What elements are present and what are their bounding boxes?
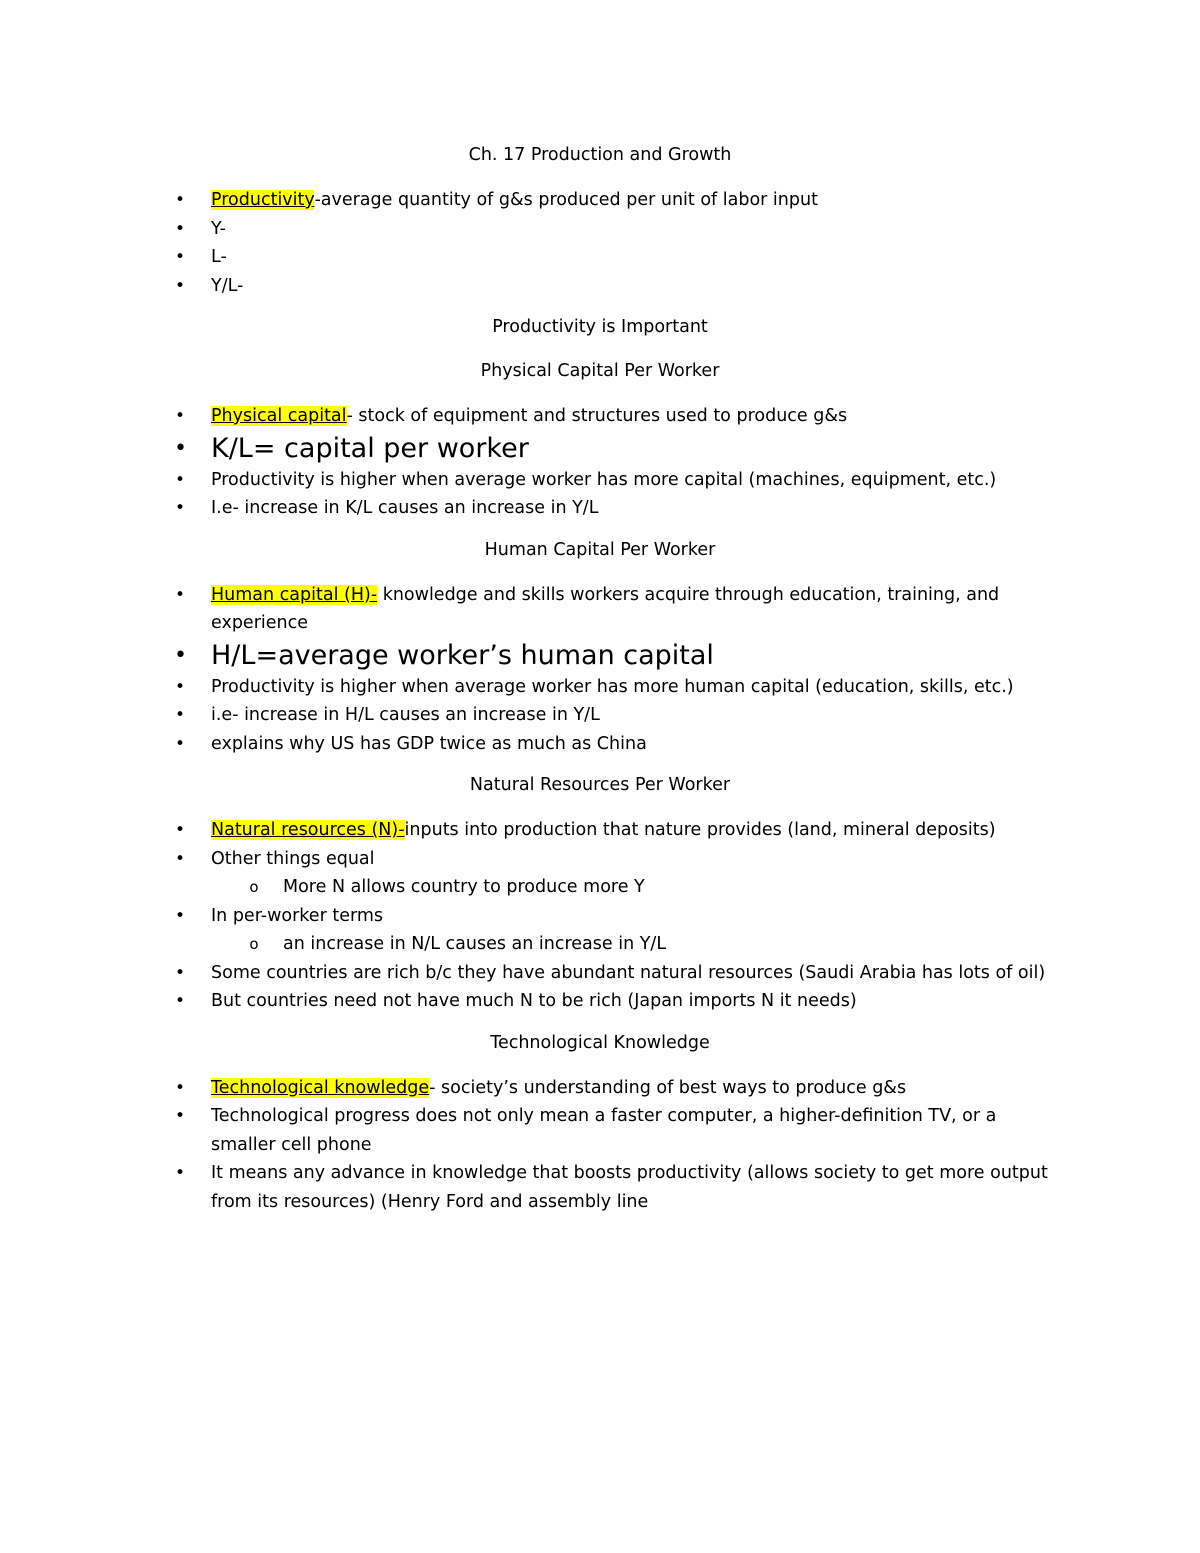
natural-resources-list [0, 816, 1200, 1016]
list-item: • Productivity is higher when average worker has more human capital (education, skills, etc.) [0, 673, 1200, 702]
section-heading: Productivity is Important [492, 317, 708, 337]
list-item: • i.e- increase in H/L causes an increase in Y/L [0, 701, 1200, 730]
bullet-icon: • [174, 1077, 186, 1098]
bullet-icon: • [174, 435, 187, 461]
bullet-icon: • [174, 190, 186, 210]
bullet-icon: • [174, 733, 186, 754]
physical-capital-list [0, 402, 1200, 523]
bullet-icon: • [174, 1163, 186, 1183]
bullet-icon: • [174, 584, 186, 605]
list-item: • Productivity is higher when average worker has more capital (machines, equipment, etc.) [0, 466, 1200, 495]
list-item: • explains why US has GDP twice as much as China [0, 730, 1200, 759]
list-item: • I.e- increase in K/L causes an increase in Y/L [0, 494, 1200, 523]
circle-bullet-icon: o [249, 878, 259, 896]
list-item: • In per-worker terms [0, 902, 1200, 931]
section-heading: Human Capital Per Worker [484, 539, 716, 560]
section-heading: Natural Resources Per Worker [469, 775, 731, 795]
bullet-icon: • [174, 905, 186, 926]
list-item: • It means any advance in knowledge that boosts productivity (allows society to get more output from its resources) (Henry Ford and assembly line [0, 1159, 1200, 1216]
list-item: • But countries need not have much N to be rich (Japan imports N it needs) [0, 987, 1200, 1016]
section-heading: Technological Knowledge [490, 1032, 710, 1053]
highlighted-term: Physical capital [211, 406, 347, 426]
list-item: • Y- [0, 215, 1200, 244]
circle-bullet-icon: o [249, 935, 259, 953]
list-item: • K/L= capital per worker [174, 432, 529, 464]
bullet-icon: • [174, 406, 186, 426]
sub-list-item: o More N allows country to produce more Y [0, 873, 1200, 902]
bullet-icon: • [174, 1106, 186, 1126]
bullet-icon: • [174, 247, 186, 267]
intro-list [0, 186, 1200, 300]
bullet-icon: • [174, 469, 186, 490]
page-title: Ch. 17 Production and Growth [468, 145, 732, 165]
list-item: • Y/L- [0, 272, 1200, 301]
list-item: • Productivity-average quantity of g&s produced per unit of labor input [0, 186, 1200, 215]
bullet-icon: • [174, 962, 186, 983]
list-item: • Physical capital- stock of equipment and structures used to produce g&s [0, 402, 1200, 431]
list-item: • Human capital (H)- knowledge and skills workers acquire through education, training, and experience [0, 581, 1200, 638]
bullet-icon: • [174, 498, 186, 518]
bullet-icon: • [174, 848, 186, 869]
highlighted-term: Natural resources (N)- [211, 820, 405, 840]
human-capital-list [0, 581, 1200, 759]
list-item: • Some countries are rich b/c they have abundant natural resources (Saudi Arabia has lots of oil) [0, 959, 1200, 988]
bullet-icon: • [174, 218, 186, 239]
list-item: • Technological progress does not only mean a faster computer, a higher-definition TV, or a smaller cell phone [0, 1102, 1200, 1159]
bullet-icon: • [174, 642, 187, 668]
list-item: • Technological knowledge- society’s understanding of best ways to produce g&s [0, 1074, 1200, 1103]
list-item: • Natural resources (N)-inputs into production that nature provides (land, mineral deposits) [0, 816, 1200, 845]
sub-list-item: o an increase in N/L causes an increase in Y/L [0, 930, 1200, 959]
list-item: • Other things equal [0, 845, 1200, 874]
document-body [0, 143, 1200, 1216]
highlighted-term: Productivity [211, 190, 315, 210]
bullet-icon: • [174, 275, 186, 296]
list-item: • L- [0, 243, 1200, 272]
bullet-icon: • [174, 820, 186, 840]
technological-knowledge-list [0, 1074, 1200, 1217]
list-item: • H/L=average worker’s human capital [174, 639, 714, 671]
section-heading: Physical Capital Per Worker [480, 361, 720, 381]
bullet-icon: • [174, 705, 186, 725]
highlighted-term: Technological knowledge [211, 1077, 430, 1098]
bullet-icon: • [174, 991, 186, 1011]
highlighted-term: Human capital (H)- [211, 584, 378, 605]
bullet-icon: • [174, 676, 186, 697]
